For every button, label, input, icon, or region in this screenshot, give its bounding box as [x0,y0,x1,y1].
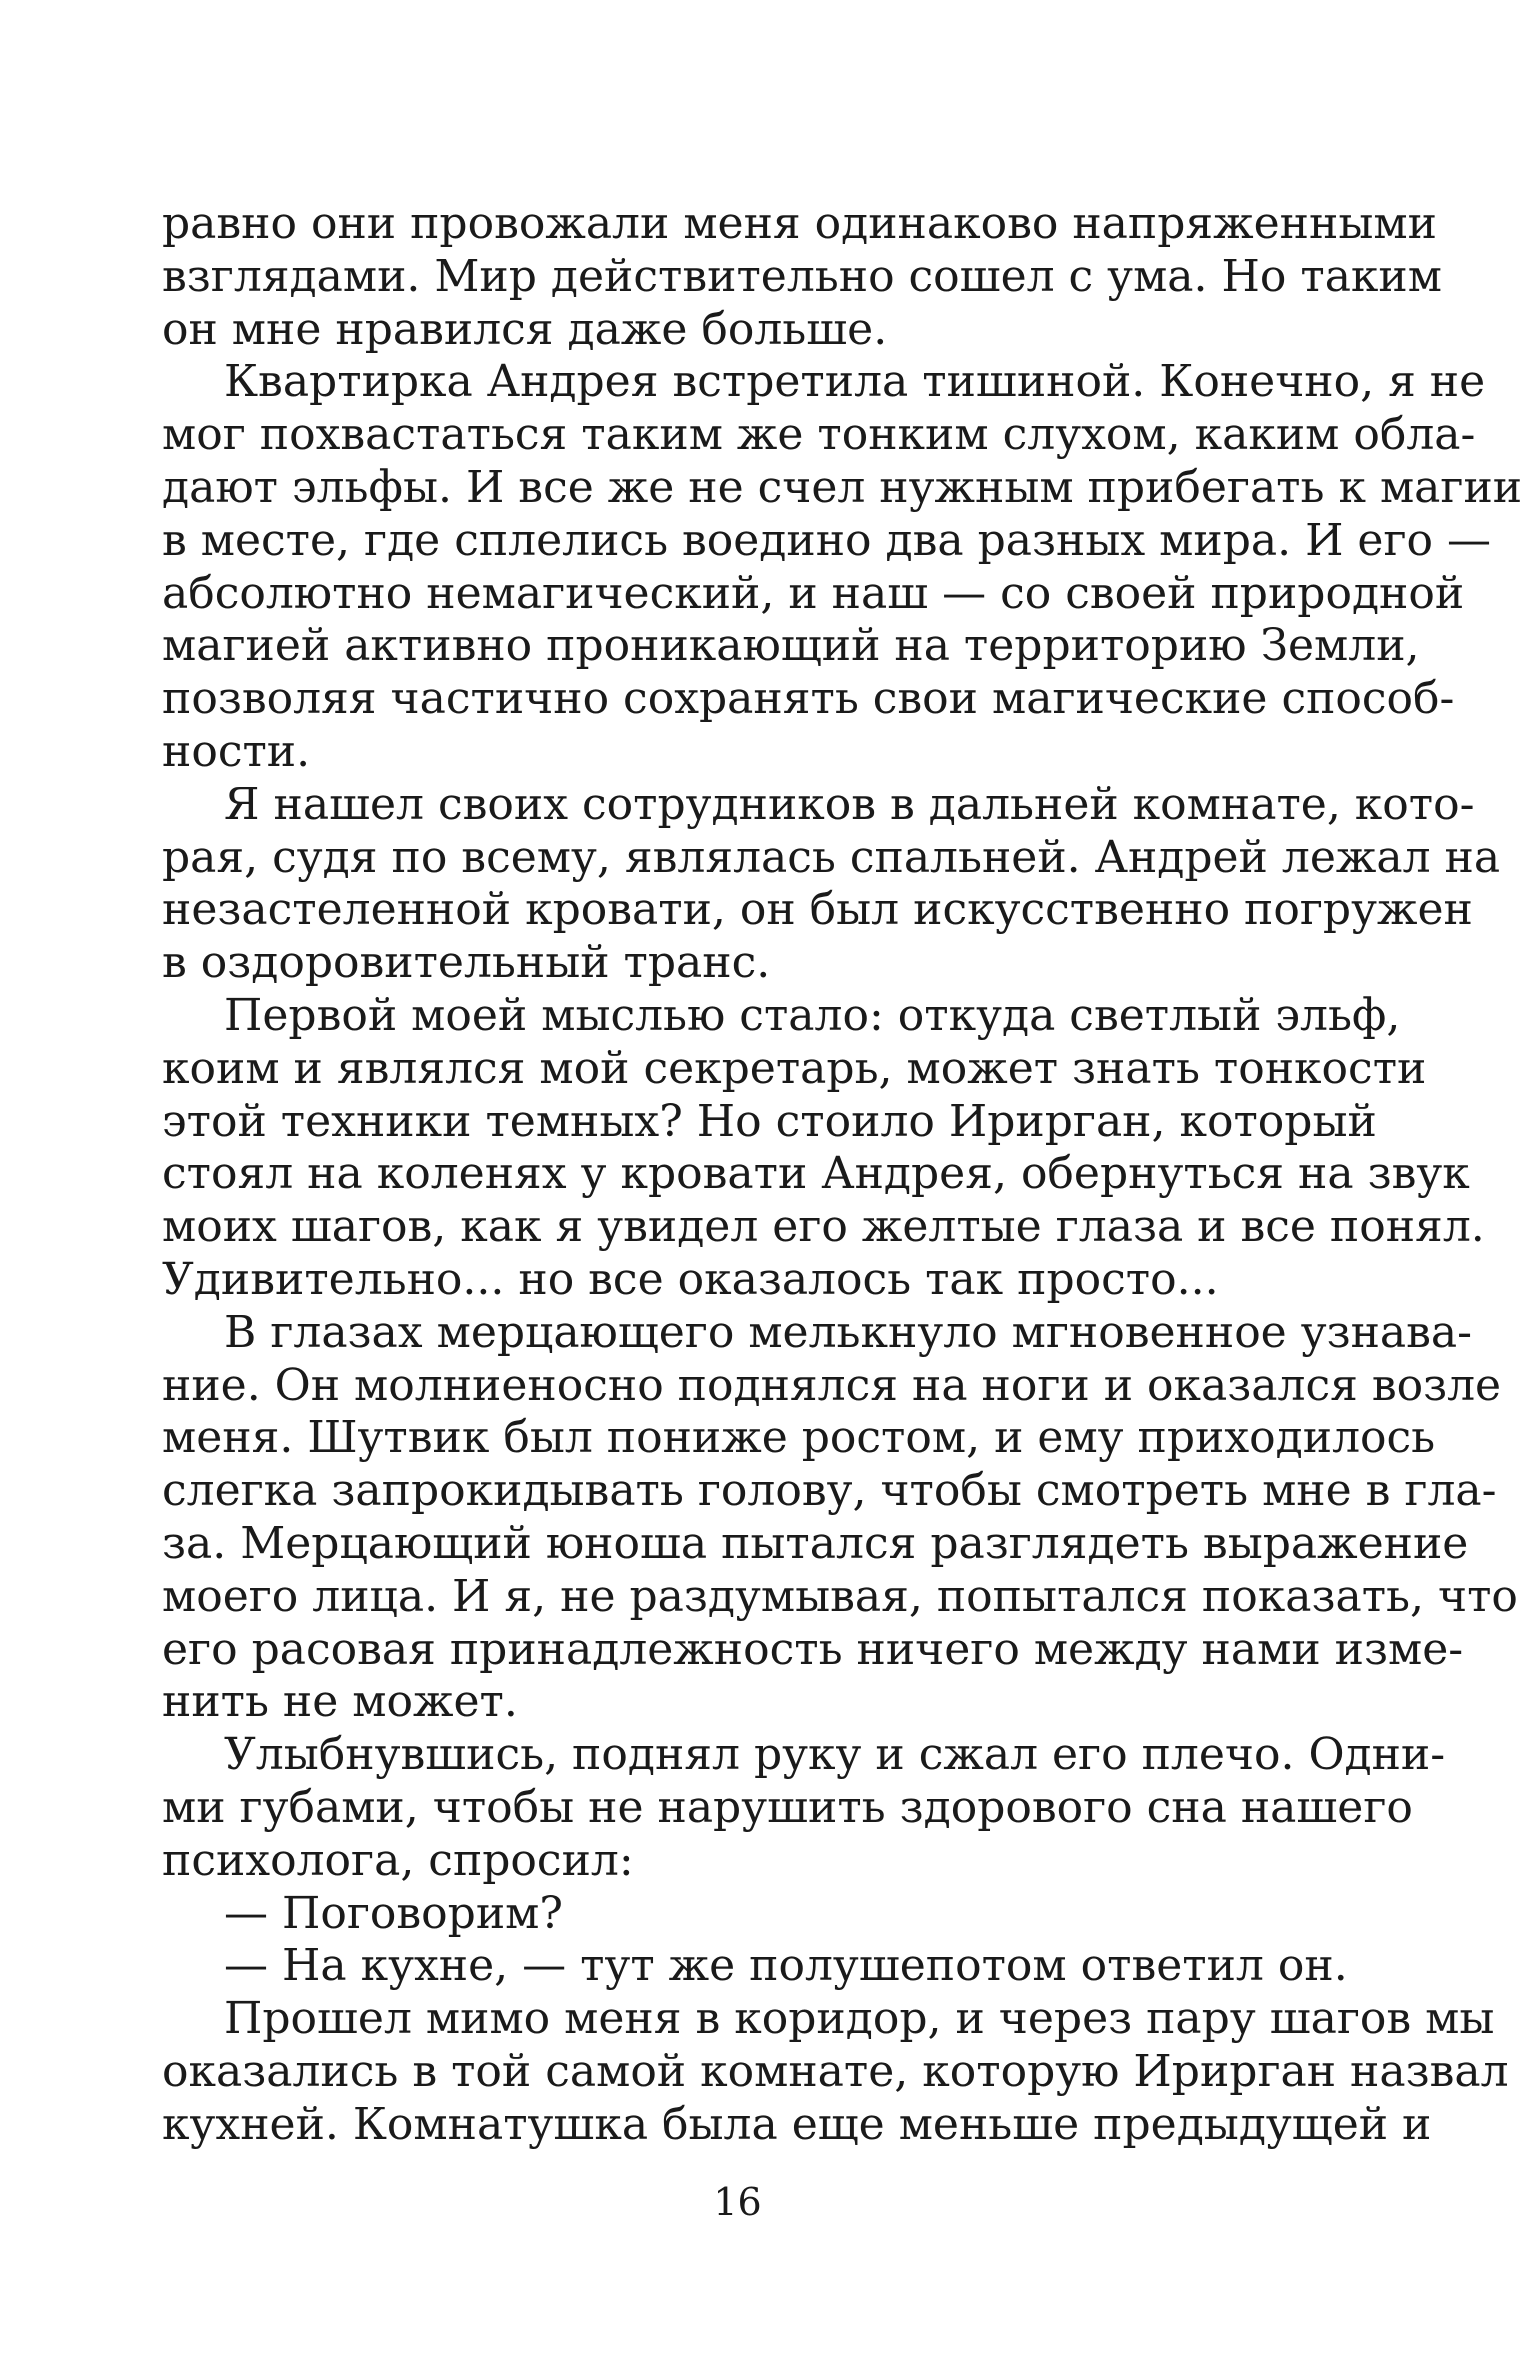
text-line: ми губами, чтобы не нарушить здорового сна нашего [162,1781,1413,1833]
text-line: он мне нравился даже больше. [162,303,888,355]
text-line: взглядами. Мир действительно сошел с ума. Но таким [162,250,1442,302]
paragraph [162,989,1485,1307]
text-line: Квартирка Андрея встретила тишиной. Конечно, я не [224,356,1486,408]
book-page-text [162,198,1522,2151]
text-line: слегка запрокидывать голову, чтобы смотреть мне в гла- [162,1465,1497,1517]
text-line: в месте, где сплелись воедино два разных мира. И его — [162,514,1492,566]
text-line: моего лица. И я, не раздумывая, попытался показать, что [162,1570,1518,1622]
paragraph [162,778,1501,990]
text-line: — На кухне, — тут же полушепотом ответил он. [224,1940,1348,1992]
paragraph [162,1888,1337,1941]
text-line: этой техники темных? Но стоило Ирирган, который [162,1095,1377,1147]
paragraph [162,356,1522,778]
text-line: равно они провожали меня одинаково напряженными [162,198,1437,249]
text-line: ние. Он молниеносно поднялся на ноги и оказался возле [162,1359,1502,1411]
text-line: — Поговорим? [224,1887,563,1939]
text-line: Удивительно... но все оказалось так просто... [162,1253,1219,1305]
text-line: коим и являлся мой секретарь, может знать тонкости [162,1042,1427,1094]
text-line: за. Мерцающий юноша пытался разглядеть выражение [162,1517,1469,1569]
text-line: нить не может. [162,1676,518,1728]
text-line: магией активно проникающий на территорию Земли, [162,620,1420,672]
text-line: рая, судя по всему, являлась спальней. Андрей лежал на [162,831,1501,883]
text-line: незастеленной кровати, он был искусственно погружен [162,884,1473,936]
page-number: 16 [713,2180,762,2224]
text-line: оказались в той самой комнате, которую Ирирган назвал [162,2045,1509,2097]
text-line: его расовая принадлежность ничего между нами изме- [162,1623,1464,1675]
text-line: стоял на коленях у кровати Андрея, обернуться на звук [162,1148,1470,1200]
text-line: ности. [162,725,311,777]
text-line: психолога, спросил: [162,1834,634,1886]
text-line: абсолютно немагический, и наш — со своей природной [162,567,1465,619]
text-line: Прошел мимо меня в коридор, и через пару шагов мы [224,1993,1495,2045]
text-line: в оздоровительный транс. [162,937,771,989]
text-line: Улыбнувшись, поднял руку и сжал его плечо. Одни- [224,1729,1446,1781]
text-line: Я нашел своих сотрудников в дальней комнате, кото- [224,778,1475,830]
text-line: моих шагов, как я увидел его желтые глаза и все понял. [162,1201,1485,1253]
paragraph [162,1993,1509,2151]
text-line: позволяя частично сохранять свои магические способ- [162,673,1455,725]
text-line: меня. Шутвик был пониже ростом, и ему приходилось [162,1412,1436,1464]
text-line: мог похвастаться таким же тонким слухом, каким обла- [162,409,1476,461]
paragraph [162,1940,1348,1993]
paragraph [162,1729,1446,1887]
paragraph [162,198,1442,356]
paragraph [162,1306,1518,1729]
text-line: В глазах мерцающего мелькнуло мгновенное узнава- [224,1306,1473,1358]
text-line: Первой моей мыслью стало: откуда светлый эльф, [224,989,1401,1041]
text-line: дают эльфы. И все же не счел нужным прибегать к магии [162,461,1522,513]
text-line: кухней. Комнатушка была еще меньше предыдущей и [162,2098,1432,2150]
